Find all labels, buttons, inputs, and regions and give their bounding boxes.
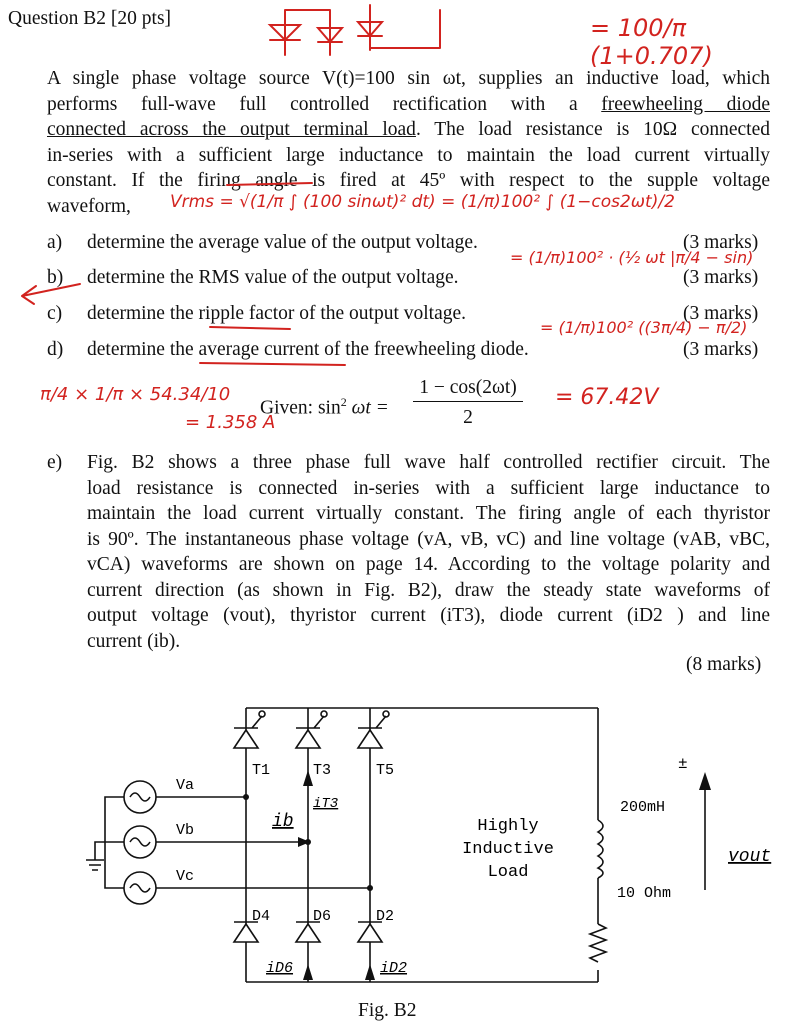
label-inductor: 200mH — [620, 799, 666, 816]
intro-line-5: constant. If the firing angle is fired at 45º with respect to the supple voltage — [47, 170, 770, 191]
handwritten-vrms: Vrms = √(1/π ∫ (100 sinωt)² dt) = (1/π)100² ∫ (1−cos2ωt)/2 — [170, 192, 675, 212]
question-header: Question B2 [20 pts] — [8, 8, 172, 29]
inductor-coil — [598, 820, 603, 878]
label-ib: ib — [272, 812, 294, 832]
handwritten-mid2: = (1/π)100² ((3π/4) − π/2) — [540, 318, 748, 337]
resistor-zigzag — [590, 924, 606, 962]
label-id2: iD2 — [380, 960, 408, 977]
item-d-text: determine the average current of the freewheeling diode. — [87, 339, 529, 360]
label-t1: T1 — [252, 762, 271, 779]
item-a-letter: a) — [47, 232, 63, 253]
label-vb: Vb — [176, 822, 195, 839]
handwritten-result: = 67.42V — [555, 385, 659, 410]
item-c-text: determine the ripple factor of the output voltage. — [87, 303, 467, 324]
part-e-marks: (8 marks) — [686, 654, 762, 675]
label-d2: D2 — [376, 908, 395, 925]
part-e-letter: e) — [47, 452, 63, 473]
neutral — [105, 797, 124, 888]
handwritten-top-equation: = 100/π (1+0.707) — [590, 14, 713, 70]
thyristor-t1 — [234, 711, 265, 748]
label-vout: vout — [728, 847, 772, 867]
thyristor-t5 — [358, 711, 389, 748]
label-va: Va — [176, 777, 195, 794]
label-d4: D4 — [252, 908, 271, 925]
item-b-text: determine the RMS value of the output voltage. — [87, 267, 459, 288]
diode-d2 — [358, 922, 382, 942]
item-c-letter: c) — [47, 303, 63, 324]
given-denominator: 2 — [463, 407, 473, 428]
item-c-marks: (3 marks) — [683, 303, 759, 324]
thyristor-t3 — [296, 711, 327, 748]
part-e-line: current direction (as shown in Fig. B2), draw the steady state waveforms of — [87, 579, 770, 601]
handwritten-calc-result: = 1.358 A — [185, 412, 276, 433]
load-line-2: Inductive — [462, 840, 554, 859]
part-e-line: Fig. B2 shows a three phase full wave half controlled rectifier circuit. The — [87, 452, 770, 473]
output-terminal-underlined: connected across the output terminal load — [47, 119, 416, 140]
part-e-paragraph — [87, 450, 770, 654]
intro-line-6: waveform, — [47, 195, 131, 217]
part-e-line: current (ib). — [87, 630, 181, 652]
handwritten-diode-sketch — [270, 5, 440, 55]
label-t3: T3 — [313, 762, 332, 779]
item-b-marks: (3 marks) — [683, 267, 759, 288]
given-numerator: 1 − cos(2ωt) — [419, 377, 517, 398]
item-b-letter: b) — [47, 267, 64, 288]
label-d6: D6 — [313, 908, 332, 925]
item-a-text: determine the average value of the output voltage. — [87, 232, 478, 253]
label-vc: Vc — [176, 868, 195, 885]
figure-caption: Fig. B2 — [358, 1000, 417, 1021]
diode-d4 — [234, 922, 258, 942]
part-e-line: is 90º. The instantaneous phase voltage (vA, vB, vC) and line voltage (vAB, vBC, — [87, 528, 770, 550]
handwritten-sketch — [0, 0, 810, 470]
circuit-diagram — [0, 680, 810, 1024]
intro-line-1: A single phase voltage source V(t)=100 sin ωt, supplies an inductive load, which — [47, 68, 770, 89]
part-e-line: load resistance is connected in-series with a sufficient large inductance to — [87, 477, 770, 499]
label-it3: iT3 — [313, 796, 339, 812]
part-e-line: maintain the load current virtually constant. The firing angle of each thyristor — [87, 503, 770, 524]
label-t5: T5 — [376, 762, 395, 779]
ground-icon — [86, 842, 105, 870]
load-line-1: Highly — [477, 817, 539, 836]
intro-line-4: in-series with a sufficient large inductance to maintain the load current virtually — [47, 144, 770, 166]
vout-arrow-icon — [699, 772, 711, 790]
label-id6: iD6 — [266, 960, 294, 977]
item-d-marks: (3 marks) — [683, 339, 759, 360]
diode-d6 — [296, 922, 320, 942]
label-polarity: ± — [678, 755, 688, 773]
intro-line-2: performs full-wave full controlled rectification with a freewheeling diode — [47, 93, 770, 115]
item-d-letter: d) — [47, 339, 64, 360]
label-resistor: 10 Ohm — [617, 885, 672, 902]
handwritten-underline — [200, 183, 345, 365]
intro-line-3: connected across the output terminal load. The load resistance is 10Ω connected — [47, 119, 771, 140]
part-e-line: vCA) waveforms are shown on page 14. According to the voltage polarity and — [87, 554, 770, 575]
handwritten-arrow — [22, 284, 80, 304]
part-e-line: output voltage (vout), thyristor current (iT3), diode current (iD2 ) and line — [87, 605, 770, 626]
freewheeling-diode-underlined: freewheeling diode — [601, 93, 770, 115]
handwritten-mid: = (1/π)100² · (½ ωt |π/4 − sin) — [510, 248, 754, 267]
load-line-3: Load — [487, 863, 529, 882]
handwritten-calc: π/4 × 1/π × 54.34/10 — [40, 384, 231, 405]
item-a-marks: (3 marks) — [683, 232, 759, 253]
given-label: Given: $\sin^2 \omega t$ = — [260, 395, 389, 419]
